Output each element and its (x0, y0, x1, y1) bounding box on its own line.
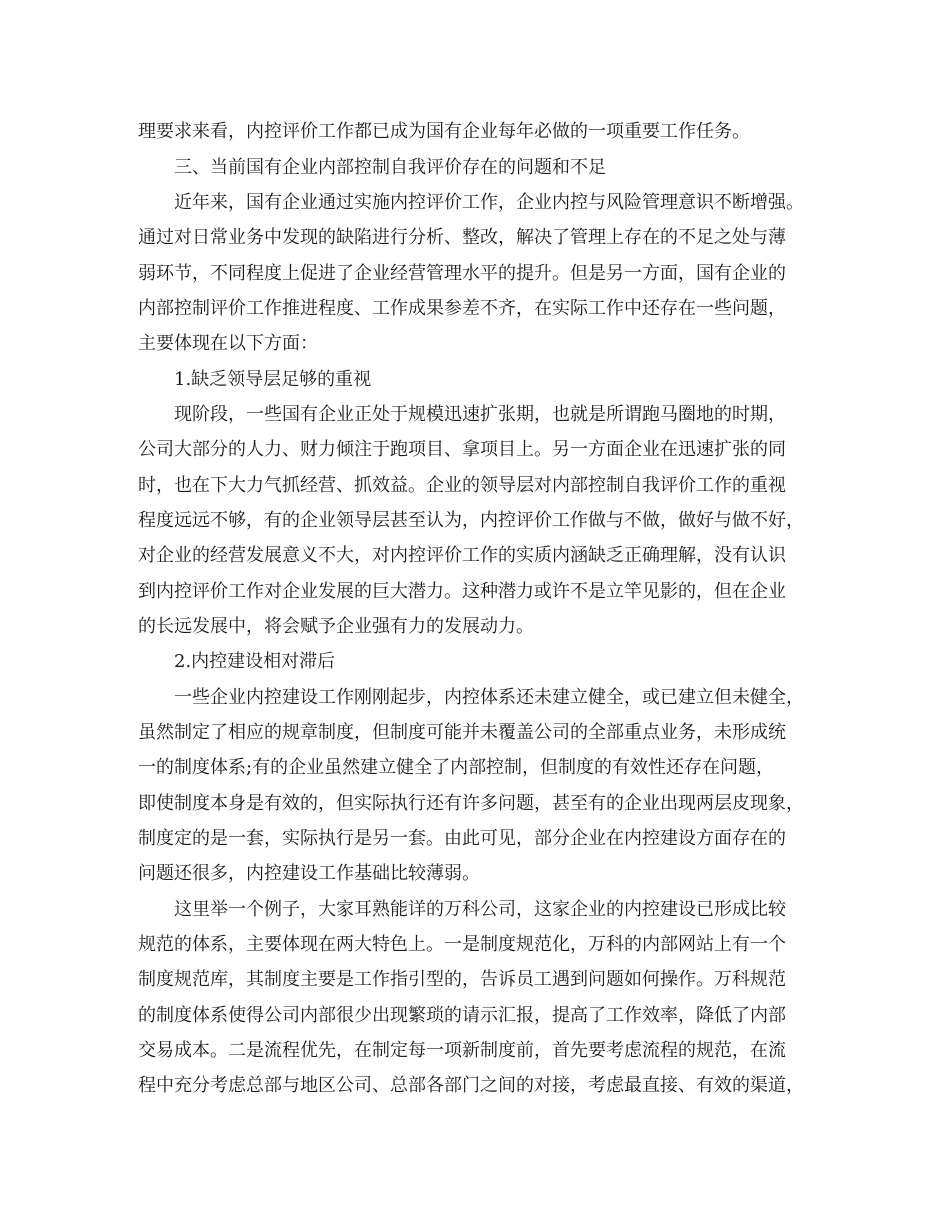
body-line-4: 通过对日常业务中发现的缺陷进行分析、整改，解决了管理上存在的不足之处与薄 (138, 227, 786, 248)
body-line-14: 到内控评价工作对企业发展的巨大潜力。这种潜力或许不是立竿见影的，但在企业 (138, 581, 786, 602)
body-line-24: 规范的体系，主要体现在两大特色上。一是制度规范化，万科的内部网站上有一个 (138, 934, 786, 955)
subheading-2: 2.内控建设相对滞后 (174, 651, 336, 672)
section-heading-3: 三、当前国有企业内部控制自我评价存在的问题和不足 (174, 157, 606, 178)
body-line-6: 内部控制评价工作推进程度、工作成果参差不齐，在实际工作中还存在一些问题， (138, 298, 786, 319)
body-line-20: 即使制度本身是有效的，但实际执行还有许多问题，甚至有的企业出现两层皮现象， (138, 793, 804, 814)
subheading-1: 1.缺乏领导层足够的重视 (174, 369, 372, 390)
body-line-27: 交易成本。二是流程优先，在制定每一项新制度前，首先要考虑流程的规范，在流 (138, 1040, 786, 1061)
body-line-7: 主要体现在以下方面： (138, 333, 318, 354)
body-line-25: 制度规范库，其制度主要是工作指引型的，告诉员工遇到问题如何操作。万科规范 (138, 969, 786, 990)
body-line-22: 问题还很多，内控建设工作基础比较薄弱。 (138, 863, 480, 884)
body-line-9: 现阶段，一些国有企业正处于规模迅速扩张期，也就是所谓跑马圈地的时期， (174, 404, 786, 425)
body-line-26: 的制度体系使得公司内部很少出现繁琐的请示汇报，提高了工作效率，降低了内部 (138, 1005, 786, 1026)
body-line-17: 一些企业内控建设工作刚刚起步，内控体系还未建立健全，或已建立但未健全， (174, 687, 804, 708)
body-line-5: 弱环节，不同程度上促进了企业经营管理水平的提升。但是另一方面，国有企业的 (138, 263, 786, 284)
body-line-11: 时，也在下大力气抓经营、抓效益。企业的领导层对内部控制自我评价工作的重视 (138, 475, 786, 496)
body-line-15: 的长远发展中，将会赋予企业强有力的发展动力。 (138, 616, 534, 637)
body-line-3: 近年来，国有企业通过实施内控评价工作，企业内控与风险管理意识不断增强。 (174, 192, 804, 213)
body-line-12: 程度远远不够，有的企业领导层甚至认为，内控评价工作做与不做，做好与做不好， (138, 510, 804, 531)
body-line-1: 理要求来看，内控评价工作都已成为国有企业每年必做的一项重要工作任务。 (138, 121, 750, 142)
body-line-18: 虽然制定了相应的规章制度，但制度可能并未覆盖公司的全部重点业务，未形成统 (138, 722, 786, 743)
body-line-10: 公司大部分的人力、财力倾注于跑项目、拿项目上。另一方面企业在迅速扩张的同 (138, 439, 786, 460)
body-line-23: 这里举一个例子，大家耳熟能详的万科公司，这家企业的内控建设已形成比较 (174, 899, 786, 920)
body-line-28: 程中充分考虑总部与地区公司、总部各部门之间的对接，考虑最直接、有效的渠道， (138, 1075, 804, 1096)
body-line-13: 对企业的经营发展意义不大，对内控评价工作的实质内涵缺乏正确理解，没有认识 (138, 545, 786, 566)
body-line-21: 制度定的是一套，实际执行是另一套。由此可见，部分企业在内控建设方面存在的 (138, 828, 786, 849)
body-line-19: 一的制度体系;有的企业虽然建立健全了内部控制，但制度的有效性还存在问题， (138, 757, 775, 778)
